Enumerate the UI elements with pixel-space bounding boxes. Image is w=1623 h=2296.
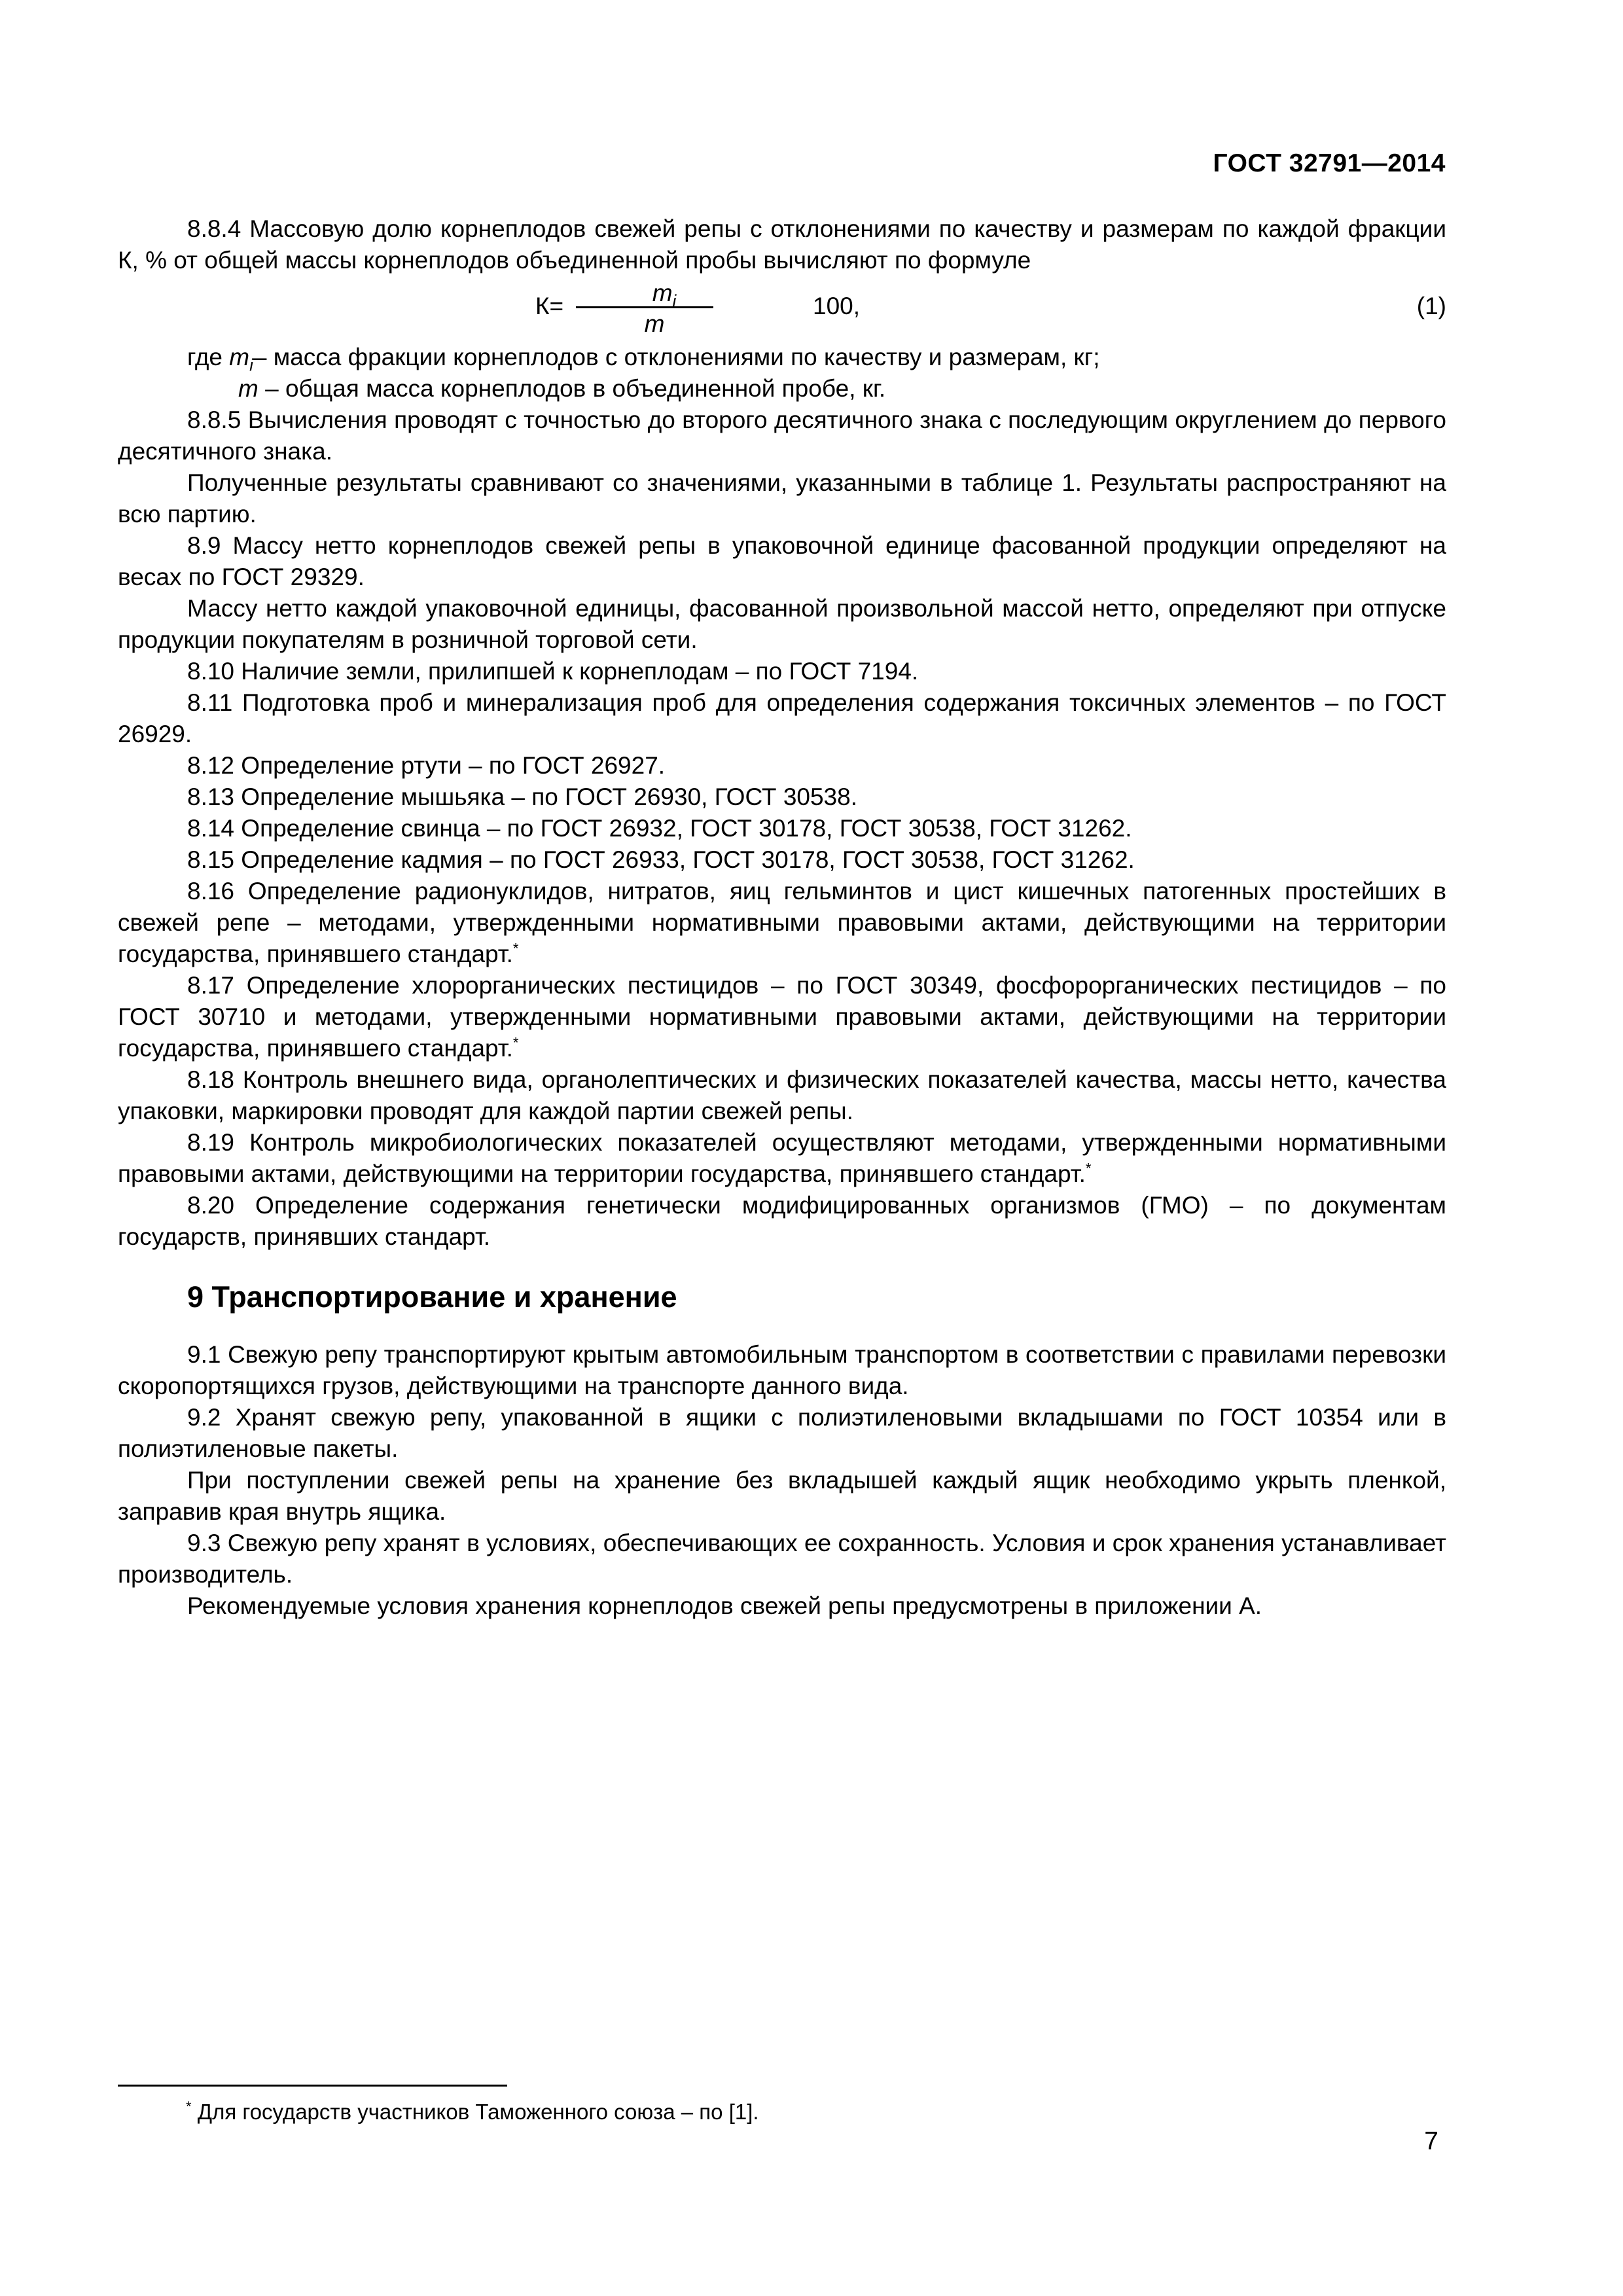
paragraph-8-16-text: 8.16 Определение радионуклидов, нитратов, яиц гельминтов и цист кишечных патогенных простейших в свежей репе – методами, утвержденными нормативными правовыми актами, действующими на территории государства, принявшего стандарт.	[118, 878, 1446, 967]
paragraph-8-20: 8.20 Определение содержания генетически модифицированных организмов (ГМО) – по документам государств, принявших стандарт.	[118, 1192, 1446, 1250]
paragraph-8-14: 8.14 Определение свинца – по ГОСТ 26932, ГОСТ 30178, ГОСТ 30538, ГОСТ 31262.	[187, 815, 1132, 842]
where-prefix: где	[187, 344, 223, 370]
paragraph-9-1: 9.1 Свежую репу транспортируют крытым автомобильным транспортом в соответствии с правилами перевозки скоропортящихся грузов, действующими на транспорте данного вида.	[118, 1341, 1446, 1399]
where-mi-var: $m_i$	[229, 344, 253, 375]
formula-denominator: m	[644, 310, 665, 337]
formula-1	[118, 276, 1446, 342]
paragraph-8-10: 8.10 Наличие земли, прилипшей к корнеплодам – по ГОСТ 7194.	[187, 658, 919, 685]
where-m-line	[118, 373, 1446, 404]
footnote-ref: *	[512, 1034, 519, 1051]
paragraph-8-8-4: 8.8.4 Массовую долю корнеплодов свежей репы с отклонениями по качеству и размерам по каждой фракции К, % от общей массы корнеплодов объединенной пробы вычисляют по формуле	[118, 215, 1446, 274]
formula-fraction	[576, 278, 713, 340]
formula-numerator: $m_i$	[652, 279, 677, 311]
where-m-text: – общая масса корнеплодов в объединенной пробе, кг.	[265, 375, 886, 402]
paragraph-9-3-recommended: Рекомендуемые условия хранения корнеплодов свежей репы предусмотрены в приложении А.	[187, 1592, 1262, 1619]
paragraph-8-8-5: 8.8.5 Вычисления проводят с точностью до второго десятичного знака с последующим округлением до первого десятичного знака.	[118, 406, 1446, 465]
where-m-var: m	[238, 375, 259, 402]
paragraph-8-18: 8.18 Контроль внешнего вида, органолептических и физических показателей качества, массы нетто, качества упаковки, маркировки проводят для каждой партии свежей репы.	[118, 1066, 1446, 1124]
paragraph-8-19	[118, 1127, 1446, 1190]
paragraph-9-2-storage: При поступлении свежей репы на хранение без вкладышей каждый ящик необходимо укрыть пленкой, заправив края внутрь ящика.	[118, 1467, 1446, 1525]
paragraph-9-3: 9.3 Свежую репу хранят в условиях, обеспечивающих ее сохранность. Условия и срок хранения устанавливает производитель.	[118, 1530, 1446, 1588]
footnote-marker: *	[186, 2098, 192, 2115]
footnote-ref: *	[1085, 1160, 1092, 1177]
paragraph-8-9: 8.9 Массу нетто корнеплодов свежей репы в упаковочной единице фасованной продукции определяют на весах по ГОСТ 29329.	[118, 532, 1446, 590]
paragraph-9-2: 9.2 Хранят свежую репу, упакованной в ящики с полиэтиленовыми вкладышами по ГОСТ 10354 или в полиэтиленовые пакеты.	[118, 1404, 1446, 1462]
paragraph-8-8-5-results: Полученные результаты сравнивают со значениями, указанными в таблице 1. Результаты распространяют на всю партию.	[118, 469, 1446, 528]
paragraph-8-13: 8.13 Определение мышьяка – по ГОСТ 26930, ГОСТ 30538.	[187, 783, 857, 810]
document-body	[118, 213, 1446, 1622]
paragraph-8-16	[118, 876, 1446, 970]
footnote-separator	[118, 2085, 507, 2087]
formula-number: (1)	[1416, 293, 1446, 319]
where-mi-line	[118, 342, 1446, 373]
paragraph-8-19-text: 8.19 Контроль микробиологических показателей осуществляют методами, утвержденными нормативными правовыми актами, действующими на территории государства, принявшего стандарт.	[118, 1129, 1446, 1187]
paragraph-8-17	[118, 970, 1446, 1064]
paragraph-8-12: 8.12 Определение ртути – по ГОСТ 26927.	[187, 752, 666, 779]
page-number: 7	[1424, 2127, 1438, 2155]
paragraph-8-11: 8.11 Подготовка проб и минерализация проб для определения содержания токсичных элементов – по ГОСТ 26929.	[118, 689, 1446, 747]
paragraph-8-9-net-mass: Массу нетто каждой упаковочной единицы, фасованной произвольной массой нетто, определяют при отпуске продукции покупателям в розничной торговой сети.	[118, 595, 1446, 653]
footnote-ref: *	[512, 940, 519, 957]
formula-multiplier: 100,	[813, 293, 861, 319]
footnote	[186, 2100, 759, 2125]
document-header: ГОСТ 32791—2014	[1213, 149, 1446, 177]
section-9-heading: 9 Транспортирование и хранение	[187, 1280, 677, 1314]
footnote-text: Для государств участников Таможенного союза – по [1].	[197, 2100, 759, 2124]
paragraph-8-17-text: 8.17 Определение хлорорганических пестицидов – по ГОСТ 30349, фосфорорганических пестицидов – по ГОСТ 30710 и методами, утвержденными нормативными правовыми актами, действующими на территории государства, принявшего стандарт.	[118, 972, 1446, 1062]
paragraph-8-15: 8.15 Определение кадмия – по ГОСТ 26933, ГОСТ 30178, ГОСТ 30538, ГОСТ 31262.	[187, 846, 1135, 873]
formula-k-label: К=	[535, 293, 564, 319]
where-mi-text: – масса фракции корнеплодов с отклонениями по качеству и размерам, кг;	[253, 344, 1100, 370]
